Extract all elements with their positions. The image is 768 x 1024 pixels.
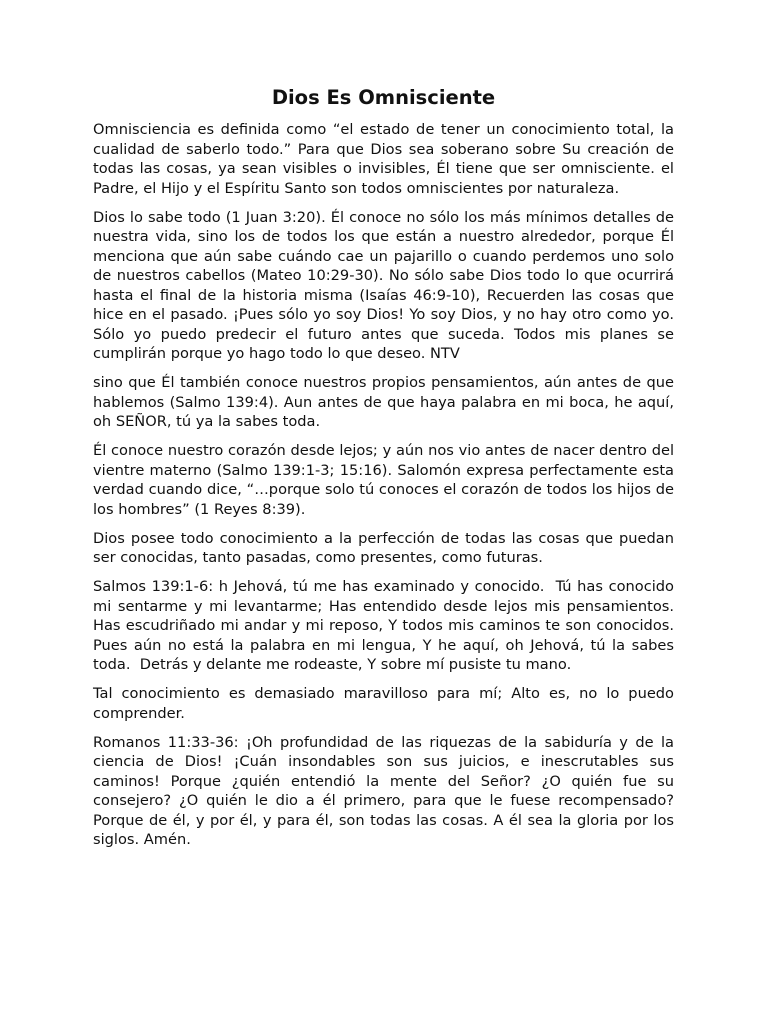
page-title: Dios Es Omnisciente (271, 86, 496, 109)
paragraph-4: Él conoce nuestro corazón desde lejos; y aún nos vio antes de nacer dentro del vientre materno (Salmo 139:1-3; 15:16). Salomón expresa perfectamente esta verdad cuando dice, “…porque solo tú conoces el corazón de todos los hijos de los hombres” (1 Reyes 8:39). (93, 442, 679, 518)
document-page (93, 84, 684, 859)
paragraph-5: Dios posee todo conocimiento a la perfección de todas las cosas que puedan ser conocidas, tanto pasadas, como presentes, como futuras. (93, 529, 679, 566)
paragraph-8: Romanos 11:33-36: ¡Oh profundidad de las riquezas de la sabiduría y de la ciencia de Dios! ¡Cuán insondables son sus juicios, e inescrutables sus caminos! Porque ¿quién entendió la mente del Señor? ¿O quién fue su consejero? ¿O quién le dio a él primero, para que le fuese recompensado? Porque de él, y por él, y para él, son todas las cosas. A él sea la gloria por los siglos. Amén. (93, 733, 679, 848)
paragraph-2: Dios lo sabe todo (1 Juan 3:20). Él conoce no sólo los más mínimos detalles de nuestra vida, sino los de todos los que están a nuestro alrededor, porque Él menciona que aún sabe cuándo cae un pajarillo o cuando perdemos uno solo de nuestros cabellos (Mateo 10:29-30). No sólo sabe Dios todo lo que ocurrirá hasta el final de la historia misma (Isaías 46:9-10), Recuerden las cosas que hice en el pasado. ¡Pues sólo yo soy Dios! Yo soy Dios, y no hay otro como yo. Sólo yo puedo predecir el futuro antes que suceda. Todos mis planes se cumplirán porque yo hago todo lo que deseo. NTV (93, 208, 679, 362)
paragraph-3: sino que Él también conoce nuestros propios pensamientos, aún antes de que hablemos (Salmo 139:4). Aun antes de que haya palabra en mi boca, he aquí, oh SEÑOR, tú ya la sabes toda. (93, 374, 679, 430)
paragraph-6: Salmos 139:1-6: h Jehová, tú me has examinado y conocido. Tú has conocido mi sentarme y mi levantarme; Has entendido desde lejos mis pensamientos. Has escudriñado mi andar y mi reposo, Y todos mis caminos te son conocidos. Pues aún no está la palabra en mi lengua, Y he aquí, oh Jehová, tú la sabes toda. Detrás y delante me rodeaste, Y sobre mí pusiste tu mano. (93, 578, 684, 673)
paragraph-1: Omnisciencia es definida como “el estado de tener un conocimiento total, la cualidad de saberlo todo.” Para que Dios sea soberano sobre Su creación de todas las cosas, ya sean visibles o invisibles, Él tiene que ser omnisciente. el Padre, el Hijo y el Espíritu Santo son todos omniscientes por naturaleza. (93, 121, 679, 197)
paragraph-7: Tal conocimiento es demasiado maravilloso para mí; Alto es, no lo puedo comprender. (93, 685, 679, 722)
